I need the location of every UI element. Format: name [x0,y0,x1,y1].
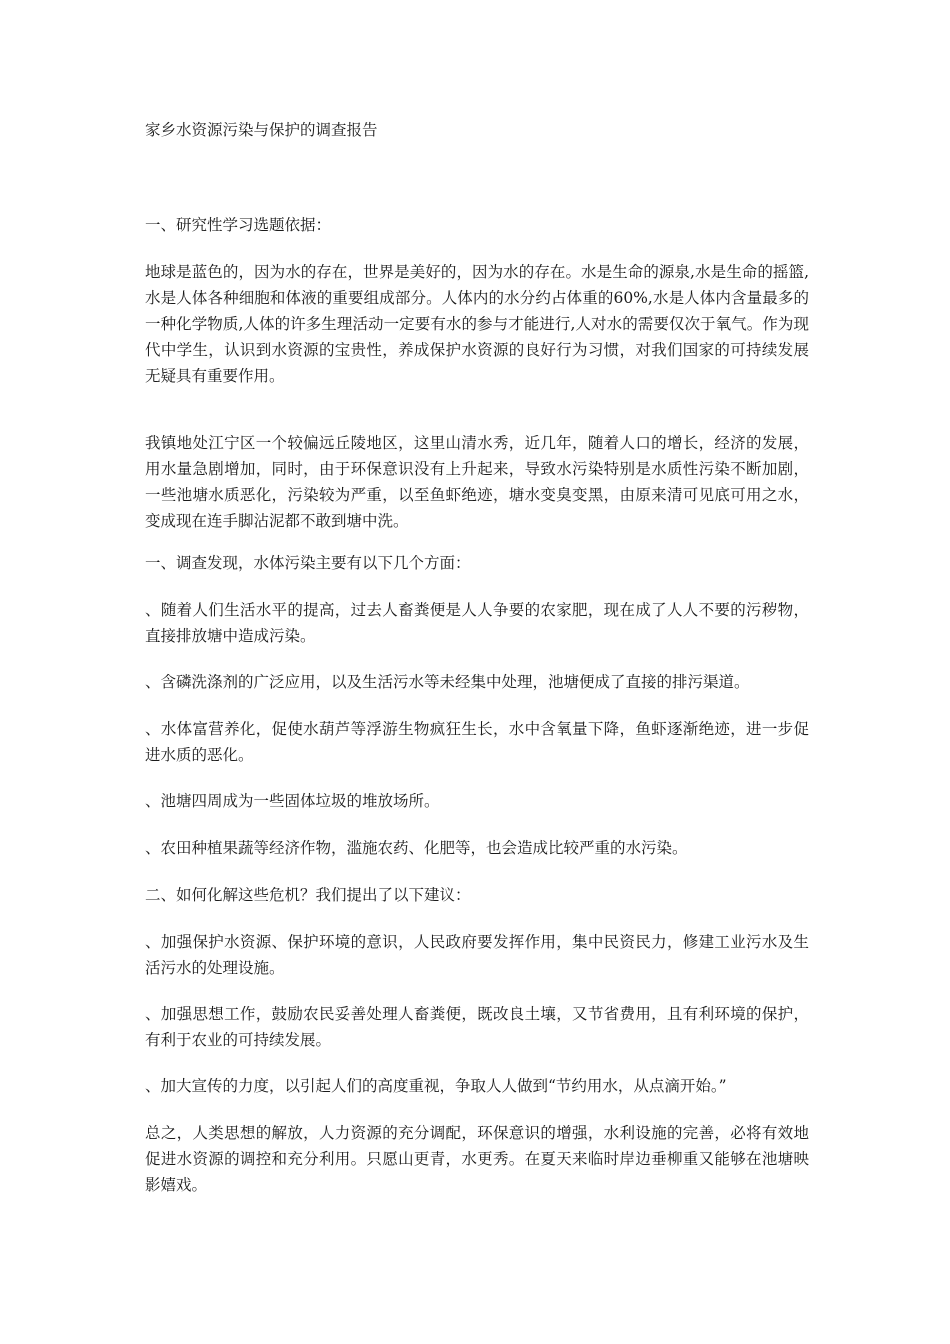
suggestion-item: 、加强思想工作，鼓励农民妥善处理人畜粪便，既改良土壤，又节省费用，且有利环境的保护，有利于农业的可持续发展。 [145,1005,809,1049]
paragraph-background: 我镇地处江宁区一个较偏远丘陵地区，这里山清水秀，近几年，随着人口的增长，经济的发展，用水量急剧增加，同时，由于环保意识没有上升起来，导致水污染特别是水质性污染不断加剧，一些池塘水质恶化，污染较为严重，以至鱼虾绝迹，塘水变臭变黑，由原来清可见底可用之水，变成现在连手脚沾泥都不敢到塘中洗。 [145,434,809,530]
finding-item: 、随着人们生活水平的提高，过去人畜粪便是人人争要的农家肥，现在成了人人不要的污秽物，直接排放塘中造成污染。 [145,601,809,645]
finding-item: 、农田种植果蔬等经济作物，滥施农药、化肥等，也会造成比较严重的水污染。 [145,839,688,857]
paragraph-basis: 地球是蓝色的，因为水的存在，世界是美好的，因为水的存在。水是生命的源泉,水是生命的摇篮, 水是人体各种细胞和体液的重要组成部分。人体内的水分约占体重的60%,水是人体内含量最多的一种化学物质,人体的许多生理活动一定要有水的参与才能进行,人对水的需要仅次于氧气。作为现代中学生，认识到水资源的宝贵性，养成保护水资源的良好行为习惯，对我们国家的可持续发展无疑具有重要作用。 [145,263,809,385]
section-heading-basis: 一、研究性学习选题依据： [145,216,332,234]
conclusion-paragraph: 总之，人类思想的解放，人力资源的充分调配，环保意识的增强，水利设施的完善，必将有效地促进水资源的调控和充分利用。只愿山更青，水更秀。在夏天来临时岸边垂柳重又能够在池塘映影嬉戏。 [145,1124,809,1194]
document-title: 家乡水资源污染与保护的调查报告 [145,121,378,139]
suggestion-item: 、加强保护水资源、保护环境的意识，人民政府要发挥作用，集中民资民力，修建工业污水及生活污水的处理设施。 [145,933,809,977]
finding-item: 、水体富营养化，促使水葫芦等浮游生物疯狂生长，水中含氧量下降，鱼虾逐渐绝迹，进一步促进水质的恶化。 [145,720,809,764]
finding-item: 、含磷洗涤剂的广泛应用，以及生活污水等未经集中处理，池塘便成了直接的排污渠道。 [145,673,750,691]
suggestion-item: 、加大宣传的力度，以引起人们的高度重视，争取人人做到“节约用水，从点滴开始。” [145,1077,727,1095]
finding-item: 、池塘四周成为一些固体垃圾的堆放场所。 [145,792,440,810]
section-heading-suggestions: 二、如何化解这些危机？我们提出了以下建议： [145,886,471,904]
section-heading-findings: 一、调查发现，水体污染主要有以下几个方面： [145,554,471,572]
